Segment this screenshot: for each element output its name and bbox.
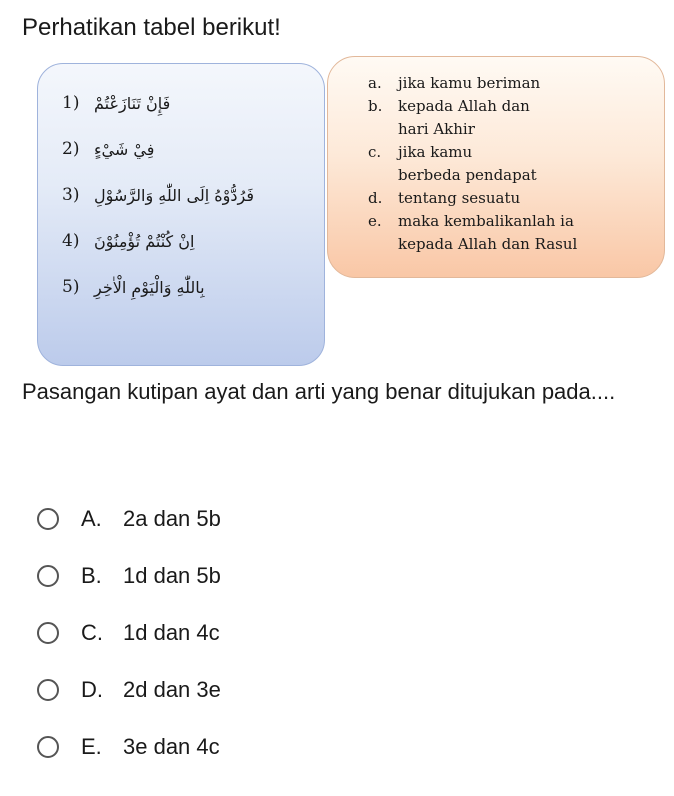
arti-letter: d.: [368, 189, 383, 207]
option-text: 1d dan 4c: [123, 620, 220, 645]
arti-text: jika kamu berbeda pendapat: [398, 143, 537, 184]
ayat-number: 3): [62, 185, 80, 205]
option-letter: E.: [81, 734, 102, 759]
arti-item-b: [368, 95, 658, 141]
arti-letter: a.: [368, 74, 382, 92]
radio-button-icon[interactable]: [37, 508, 59, 530]
arti-letter: b.: [368, 97, 383, 115]
ayat-arabic-text: فَرُدُّوْهُ اِلَى اللّٰهِ وَالرَّسُوْلِ: [94, 185, 254, 205]
ayat-number: 5): [62, 277, 80, 297]
radio-button-icon[interactable]: [37, 679, 59, 701]
option-text: 2d dan 3e: [123, 677, 221, 702]
answer-options: [37, 500, 221, 785]
radio-button-icon[interactable]: [37, 565, 59, 587]
ayat-number: 1): [62, 93, 80, 113]
ayat-arabic-text: بِاللّٰهِ وَالْيَوْمِ الْاٰخِرِ: [94, 277, 205, 297]
option-d[interactable]: [37, 671, 221, 709]
arti-item-a: [368, 72, 658, 95]
arti-letter: e.: [368, 212, 382, 230]
ayat-arabic-text: فِيْ شَيْءٍ: [94, 139, 155, 159]
ayat-number: 2): [62, 139, 80, 159]
option-b[interactable]: [37, 557, 221, 595]
option-text: 1d dan 5b: [123, 563, 221, 588]
arti-item-e: [368, 210, 658, 256]
arti-item-d: [368, 187, 658, 210]
option-text: 2a dan 5b: [123, 506, 221, 531]
radio-button-icon[interactable]: [37, 736, 59, 758]
option-a[interactable]: [37, 500, 221, 538]
option-e[interactable]: [37, 728, 221, 766]
arti-text: tentang sesuatu: [398, 189, 521, 207]
arti-list: [368, 72, 658, 256]
arti-text: maka kembalikanlah ia kepada Allah dan Rasul: [398, 212, 578, 253]
ayat-arabic-text: اِنْ كُنْتُمْ تُؤْمِنُوْنَ: [94, 231, 195, 251]
option-c[interactable]: [37, 614, 221, 652]
arti-item-c: [368, 141, 658, 187]
arti-letter: c.: [368, 143, 382, 161]
radio-button-icon[interactable]: [37, 622, 59, 644]
arti-text: kepada Allah dan hari Akhir: [398, 97, 530, 138]
option-text: 3e dan 4c: [123, 734, 220, 759]
option-letter: C.: [81, 620, 103, 645]
page-title: Perhatikan tabel berikut!: [22, 14, 281, 41]
option-letter: D.: [81, 677, 103, 702]
question-text: Pasangan kutipan ayat dan arti yang benar ditujukan pada....: [22, 379, 616, 404]
ayat-item-4: [62, 218, 254, 264]
ayat-item-2: [62, 126, 254, 172]
ayat-item-5: [62, 264, 254, 310]
ayat-item-1: [62, 80, 254, 126]
ayat-arabic-text: فَإِنْ تَنَازَعْتُمْ: [94, 93, 171, 113]
arti-text: jika kamu beriman: [398, 74, 541, 92]
option-letter: B.: [81, 563, 102, 588]
option-letter: A.: [81, 506, 102, 531]
ayat-item-3: [62, 172, 254, 218]
ayat-number: 4): [62, 231, 80, 251]
ayat-list: [62, 80, 254, 310]
